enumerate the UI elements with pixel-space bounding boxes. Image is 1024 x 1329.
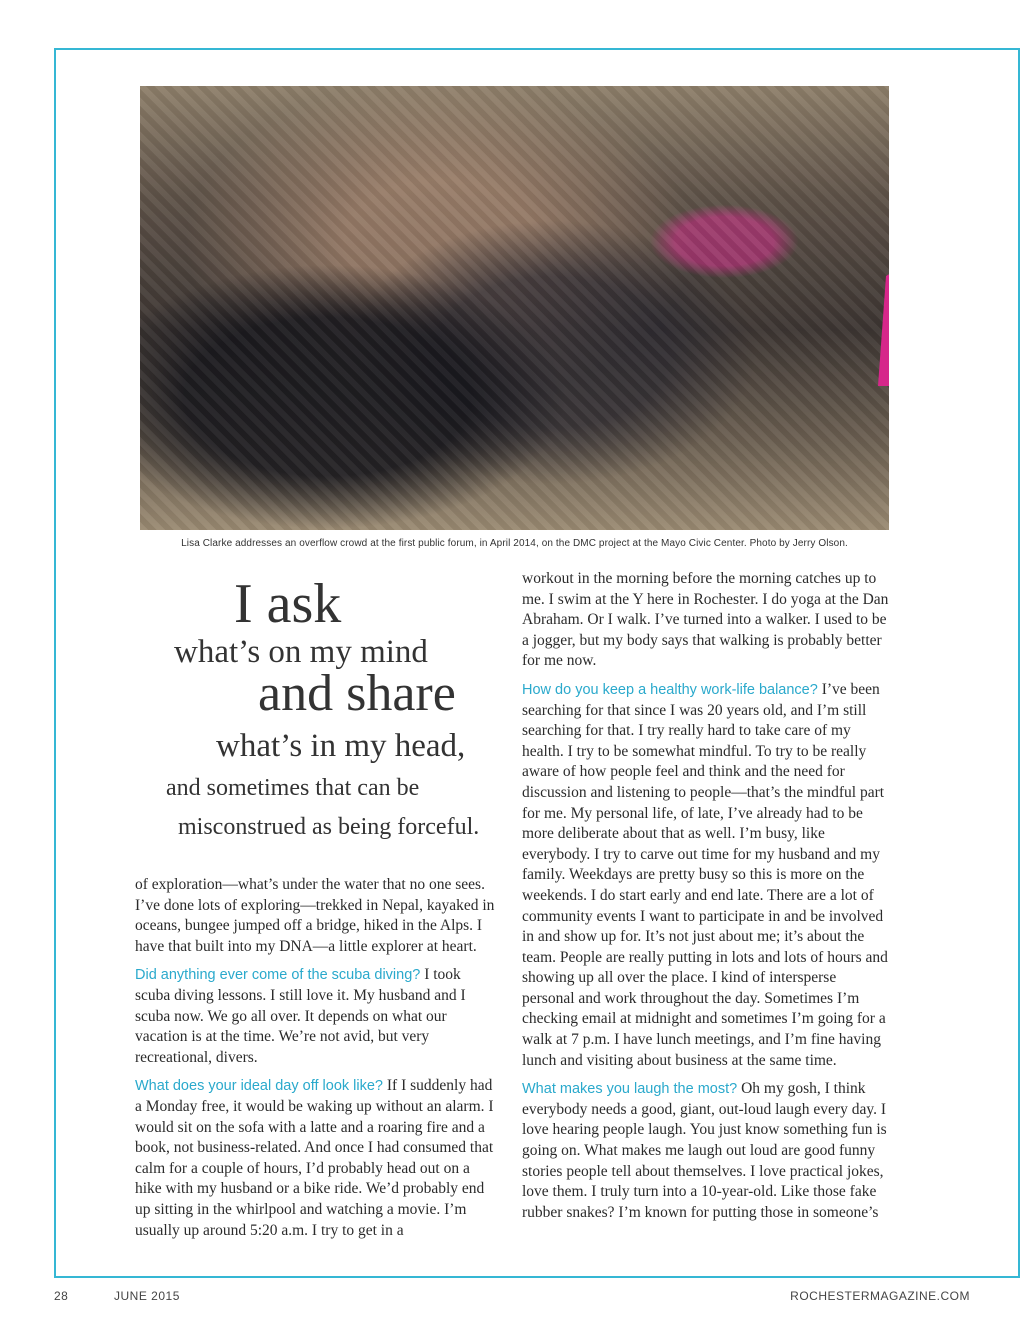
answer: I took scuba diving lessons. I still love it. My husband and I scuba now. We go all over. It depends on what our vacation is at the time. We’re not avid, but very recreational, divers. <box>135 966 466 1066</box>
answer: Oh my gosh, I think everybody needs a good, giant, out-loud laugh every day. I love hearing people laugh. You just know something fun is going on. What makes me laugh out loud are good funny stories people tell about themselves. I love practical jokes, love them. I truly turn into a 10-year-old. Like those fake rubber snakes? I’m known for putting those in someone’s <box>522 1080 887 1221</box>
photo-texture <box>140 86 889 530</box>
forum-photo <box>140 86 889 530</box>
paragraph <box>135 965 497 1068</box>
question: What does your ideal day off look like? <box>135 1078 383 1095</box>
pull-quote-line: what’s on my mind <box>174 634 428 670</box>
pull-quote-line: what’s in my head, <box>216 728 466 764</box>
paragraph <box>135 875 497 957</box>
pull-quote-line: and share <box>258 665 456 722</box>
issue-date: JUNE 2015 <box>114 1289 180 1303</box>
paragraph <box>522 1079 892 1223</box>
question: How do you keep a healthy work-life balance? <box>522 681 818 698</box>
answer: I’ve been searching for that since I was 20 years old, and I’m still searching for that. I try really hard to take care of my health. I try to be somewhat mindful. To try to be really aware of how people feel and think and the need for discussion and listening to people—that’s the mindful part for me. My personal life, of late, I’ve already had to be more deliberate about that as well. I’m busy, like everybody. I try to carve out time for my husband and my family. Weekdays are pretty busy so this is more on the weekends. I do start early and end late. There are a lot of community events I want to participate in and be involved in and show up for. It’s not just about me; it’s about the team. People are really putting in lots and lots of hours and showing up all over the place. I kind of intersperse personal and work throughout the day. Sometimes I’m checking email at midnight and sometimes I’m going for a walk at 7 p.m. I have lunch meetings, and I’m fine having lunch and visiting about business at the same time. <box>522 680 888 1069</box>
answer: If I suddenly had a Monday free, it would be waking up without an alarm. I would sit on the sofa with a latte and a roaring fire and a book, not business-related. And once I had consumed that calm for a couple of hours, I’d probably head out on a hike with my husband or a bike ride. We’d probably end up sitting in the whirlpool and watching a movie. I’m usually up around 5:20 a.m. I try to get in a <box>135 1077 494 1239</box>
paragraph <box>522 680 892 1071</box>
page-number: 28 <box>54 1289 69 1303</box>
pull-quote-line: and sometimes that can be <box>166 775 420 801</box>
body-text: workout in the morning before the morning catches up to me. I swim at the Y here in Rochester. I do yoga at the Dan Abraham. Or I walk. I’ve turned into a walker. I used to be a jogger, but my body says that walking is probably better for me now. <box>522 570 889 670</box>
website-url: ROCHESTERMAGAZINE.COM <box>790 1289 970 1303</box>
left-column <box>135 875 497 1249</box>
pull-quote-line: I ask <box>234 573 342 635</box>
right-column <box>522 569 892 1231</box>
body-text: of exploration—what’s under the water that no one sees. I’ve done lots of exploring—trekked in Nepal, kayaked in oceans, bungee jumped off a bridge, hiked in the Alps. I have that built into my DNA—a little explorer at heart. <box>135 876 495 955</box>
question: What makes you laugh the most? <box>522 1081 738 1098</box>
paragraph <box>135 1076 497 1241</box>
speaker-figure <box>868 206 889 530</box>
photo-caption: Lisa Clarke addresses an overflow crowd at the first public forum, in April 2014, on the DMC project at the Mayo Civic Center. Photo by Jerry Olson. <box>181 538 848 549</box>
question: Did anything ever come of the scuba diving? <box>135 967 421 984</box>
pull-quote-line: misconstrued as being forceful. <box>178 814 480 840</box>
paragraph <box>522 569 892 672</box>
